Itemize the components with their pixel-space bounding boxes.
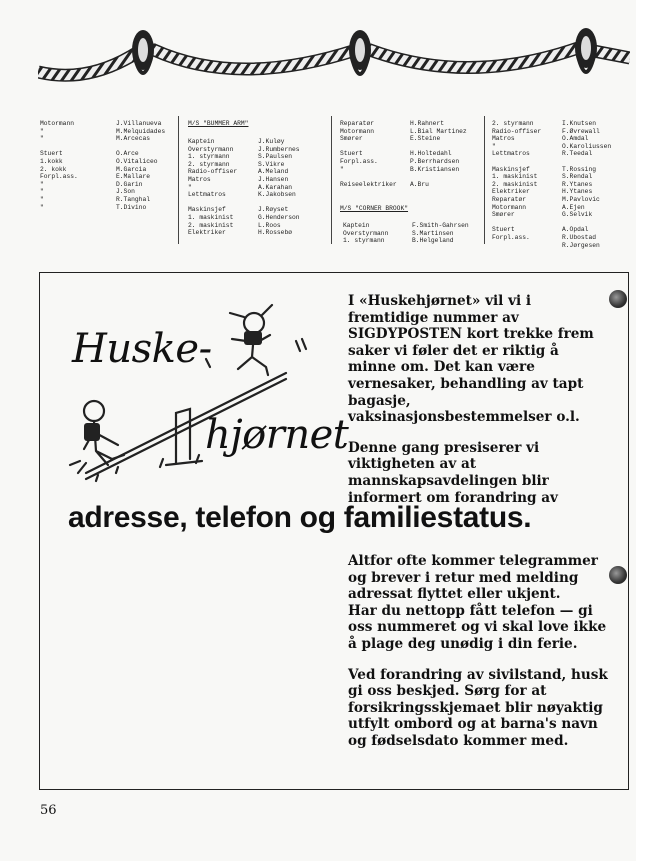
crew-name: A.Ejen [562, 203, 585, 211]
crew-name: F.Øvrewall [562, 127, 600, 135]
crew-role: " [492, 142, 496, 150]
crew-name [562, 219, 611, 227]
headline: adresse, telefon og familiestatus. [68, 501, 532, 534]
crew-name: J.Son [116, 188, 135, 196]
crew-name [410, 173, 467, 181]
crew-col2-roles [188, 138, 237, 237]
crew-col1-roles [40, 120, 78, 211]
crew-col4-names [562, 120, 611, 249]
crew-name: J.Røyset [258, 206, 289, 214]
crew-role: Overstyrmann [188, 145, 234, 153]
page-edge [636, 0, 650, 861]
crew-role: " [188, 183, 192, 191]
crew-name: T.Rossing [562, 165, 597, 173]
crew-role: Forpl.ass. [340, 157, 378, 165]
crew-role: Kaptein [188, 138, 215, 145]
binder-hole [609, 290, 627, 308]
crew-name: R.Jørgesen [562, 241, 600, 249]
crew-role: Radio-offiser [492, 127, 542, 135]
paragraph-telephone: Har du nettopp fått telefon — gi oss nummeret og vi skal love ikke å plage deg unødig i din ferie. [348, 602, 607, 652]
crew-name: H.Rossebø [258, 229, 293, 237]
crew-col3-names [410, 120, 467, 188]
crew-role: " [40, 188, 44, 196]
crew-role [492, 158, 541, 166]
crew-name: S.Rendal [562, 173, 593, 181]
crew-name: H.Holtedahl [410, 150, 452, 158]
crew-role [340, 143, 397, 151]
crew-role: Radio-offiser [188, 168, 238, 176]
crew-name: O.Arce [116, 150, 139, 158]
crew-role: Smører [492, 211, 515, 219]
crew-name: A.Opdal [562, 226, 589, 234]
crew-name: M.Melquidades [116, 127, 166, 135]
crew-name: J.Hansen [258, 175, 289, 183]
crew-col1-names [116, 120, 165, 211]
crew-name: O.Amdal [562, 135, 589, 143]
crew-name: P.Berrhardsen [410, 157, 460, 165]
crew-name: O.Vitaliceo [116, 157, 158, 165]
body-text [348, 553, 610, 764]
crew-role: Motormann [340, 127, 375, 135]
crew-role: Stuert [492, 226, 515, 234]
crew-role: Reparatør [340, 120, 375, 127]
crew-name: R.Tanghal [116, 195, 151, 203]
crew-role: Motormann [40, 120, 75, 127]
crew-name: R.Ytanes [562, 180, 593, 188]
crew-role: Elektriker [188, 229, 226, 237]
crew-name: A.Karahan [258, 183, 293, 191]
crew-role: " [40, 135, 44, 143]
crew-name: R.Teedal [562, 150, 593, 158]
crew-name: F.Smith-Gahrsen [412, 222, 469, 229]
crew-col3b-roles [343, 222, 388, 245]
crew-role: 1. maskinist [492, 173, 538, 181]
crew-role: " [40, 127, 44, 135]
ship-title-corner-brook: M/S "CORNER BROOK" [340, 205, 409, 212]
title-huske: Huske- [72, 326, 212, 372]
crew-role: Smører [340, 135, 363, 143]
crew-role: 2. kokk [40, 165, 67, 173]
crew-name [562, 158, 611, 166]
crew-role: 1. styrmann [188, 153, 230, 161]
crew-role: Kaptein [343, 222, 370, 229]
crew-role [340, 173, 397, 181]
crew-name: J.Rumbernes [258, 145, 300, 153]
crew-name: L.Roos [258, 221, 281, 229]
column-divider [331, 116, 332, 244]
crew-role: Forpl.ass. [40, 173, 78, 181]
crew-role: " [40, 180, 44, 188]
intro-text [348, 293, 610, 520]
crew-name: J.Villanueva [116, 120, 162, 127]
crew-name: S.Martinsen [412, 229, 454, 237]
crew-role: 1. styrmann [343, 237, 385, 245]
crew-role: Motormann [492, 203, 527, 211]
crew-name: B.Kristiansen [410, 165, 460, 173]
crew-name: A.Meland [258, 168, 289, 176]
intro-paragraph: I «Huskehjørnet» vil vi i fremtidige nummer av SIGDYPOSTEN kort trekke frem saker vi føler det er riktig å minne om. Det kan være vernesaker, behandling av tapt bagasje, vaksinasjonsbestemmelser o.l. [348, 293, 594, 426]
crew-role: Reparatør [492, 195, 527, 203]
crew-role: " [340, 165, 344, 173]
crew-col2-names [258, 138, 300, 237]
crew-name: K.Jakobsen [258, 191, 296, 199]
crew-col3-roles [340, 120, 397, 188]
crew-role: Elektriker [492, 188, 530, 196]
crew-name: E.Steine [410, 135, 441, 143]
crew-role: Stuert [340, 150, 363, 158]
crew-name: L.Bial Martinez [410, 127, 467, 135]
crew-role: 2. maskinist [188, 221, 234, 229]
crew-name: R.Ubostad [562, 233, 597, 241]
crew-name: H.Rahnert [410, 120, 445, 127]
column-divider [484, 116, 485, 244]
crew-role: Forpl.ass. [492, 233, 530, 241]
rope-border-illustration [38, 28, 630, 92]
crew-name [116, 143, 165, 151]
crew-name: T.Divino [116, 203, 147, 211]
crew-col3b-names [412, 222, 469, 245]
crew-role [188, 199, 237, 207]
crew-role: Stuert [40, 150, 63, 158]
seesaw-children-illustration [56, 295, 336, 495]
crew-name: H.Ytanes [562, 188, 593, 196]
crew-name: A.Bru [410, 180, 429, 188]
crew-name: G.Selvik [562, 211, 593, 219]
crew-role: 2. styrmann [188, 160, 230, 168]
crew-role [492, 219, 541, 227]
crew-name: M.Pavlovic [562, 195, 600, 203]
crew-name [410, 143, 467, 151]
crew-name: J.Kuløy [258, 138, 285, 145]
crew-name: I.Knutsen [562, 120, 597, 127]
crew-name: E.Mallare [116, 173, 151, 181]
crew-name: M.Arcecas [116, 135, 151, 143]
crew-role: 1.kokk [40, 157, 63, 165]
page-number: 56 [40, 803, 57, 818]
crew-role: Lettmatros [188, 191, 226, 199]
paragraph-civil-status: Ved forandring av sivilstand, husk gi oss beskjed. Sørg for at forsikringsskjemaet blir nøyaktig utfylt ombord og at barna's navn og fødselsdato kommer med. [348, 666, 608, 749]
crew-name: B.Helgeland [412, 237, 454, 245]
ship-title-bummer-arm: M/S "BUMMER ARM" [188, 120, 249, 127]
column-divider [178, 116, 179, 244]
crew-name: D.Garin [116, 180, 143, 188]
intro-paragraph-2: Denne gang presiserer vi viktigheten av at mannskapsavdelingen blir informert om forandring av [348, 439, 558, 506]
crew-role [40, 143, 78, 151]
crew-role: Maskinsjef [492, 165, 530, 173]
crew-col4-roles [492, 120, 541, 242]
crew-name: M.Garcia [116, 165, 147, 173]
crew-name: G.Henderson [258, 213, 300, 221]
crew-role: Reiseelektriker [340, 180, 397, 188]
crew-name: O.Karoliussen [562, 142, 612, 150]
crew-role: Matros [492, 135, 515, 143]
crew-name: S.Paulsen [258, 153, 293, 161]
crew-role: Overstyrmann [343, 229, 389, 237]
crew-role: Matros [188, 175, 211, 183]
binder-hole [609, 566, 627, 584]
crew-role: 1. maskinist [188, 213, 234, 221]
title-hjornet: hjørnet [205, 412, 349, 458]
crew-role: 2. styrmann [492, 120, 534, 127]
crew-role: " [40, 195, 44, 203]
crew-role: Lettmatros [492, 150, 530, 158]
crew-name: S.Vikre [258, 160, 285, 168]
crew-role: " [40, 203, 44, 211]
paragraph-returned-mail: Altfor ofte kommer telegrammer og brever i retur med melding adressat flyttet eller ukjent. [348, 553, 598, 603]
crew-role: 2. maskinist [492, 180, 538, 188]
crew-role: Maskinsjef [188, 206, 226, 214]
crew-name [258, 199, 300, 207]
